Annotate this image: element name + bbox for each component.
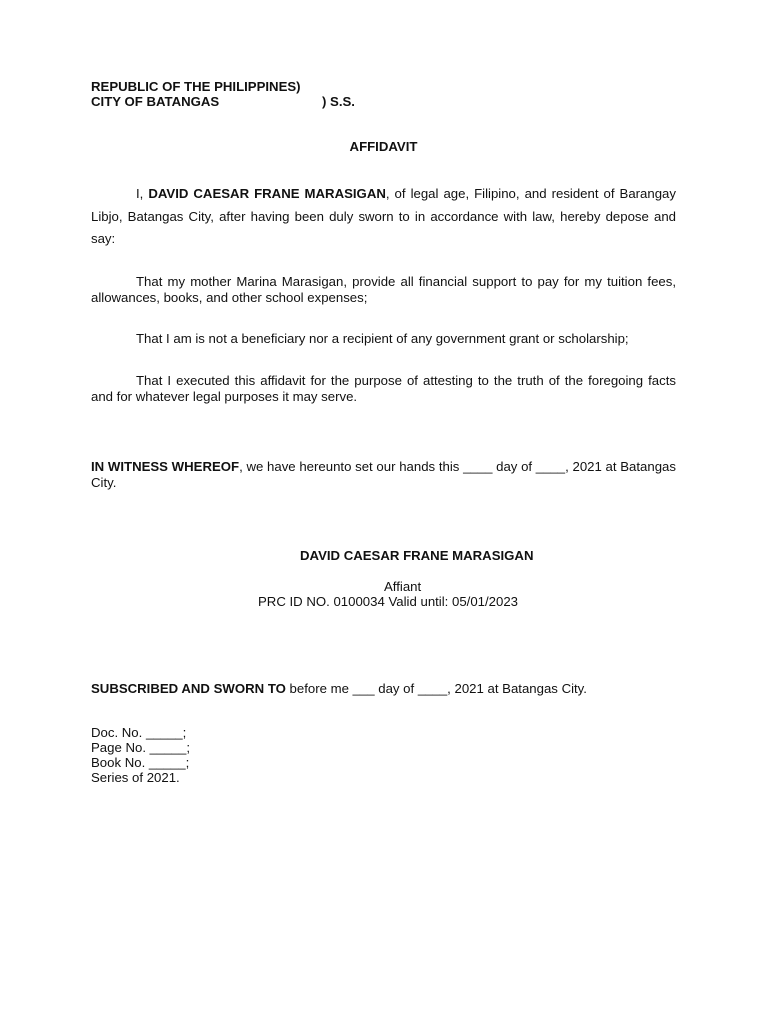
caption-republic: REPUBLIC OF THE PHILIPPINES) [91,79,301,94]
jurat-heading: SUBSCRIBED AND SWORN TO [91,681,286,696]
caption-city: CITY OF BATANGAS [91,94,220,109]
signature-name: DAVID CAESAR FRANE MARASIGAN [300,548,534,563]
jurat-paragraph [91,681,587,696]
witness-heading: IN WITNESS WHEREOF [91,459,240,474]
statement-not-beneficiary: That I am is not a beneficiary nor a recipient of any government grant or scholarship; [136,331,629,346]
statement-financial-support: That my mother Marina Marasigan, provide all financial support to pay for my tuition fees, allowances, books, and other school expenses; [91,274,676,305]
witness-paragraph [91,459,676,491]
affiant-name-inline: DAVID CAESAR FRANE MARASIGAN [148,186,386,201]
intro-paragraph [91,183,676,251]
signature-id-line: PRC ID NO. 0100034 Valid until: 05/01/2023 [258,594,519,609]
page-number: Page No. _____; [91,740,190,755]
witness-rest: , we have hereunto set our hands this ____ day of ____, 2021 at Batangas City. [91,459,676,490]
doc-number: Doc. No. _____; [91,725,187,740]
signature-role: Affiant [384,579,422,594]
intro-rest: , of legal age, Filipino, and resident of Barangay Libjo, Batangas City, after having been duly sworn to in accordance with law, hereby depose and say: [91,186,676,246]
book-number: Book No. _____; [91,755,190,770]
caption-ss: ) S.S. [322,94,355,109]
document-title: AFFIDAVIT [349,139,418,154]
intro-prefix: I, [136,186,149,201]
statement-purpose: That I executed this affidavit for the purpose of attesting to the truth of the foregoing facts and for whatever legal purposes it may serve. [91,373,676,404]
jurat-rest: before me ___ day of ____, 2021 at Batangas City. [285,681,587,696]
series-year: Series of 2021. [91,770,180,785]
